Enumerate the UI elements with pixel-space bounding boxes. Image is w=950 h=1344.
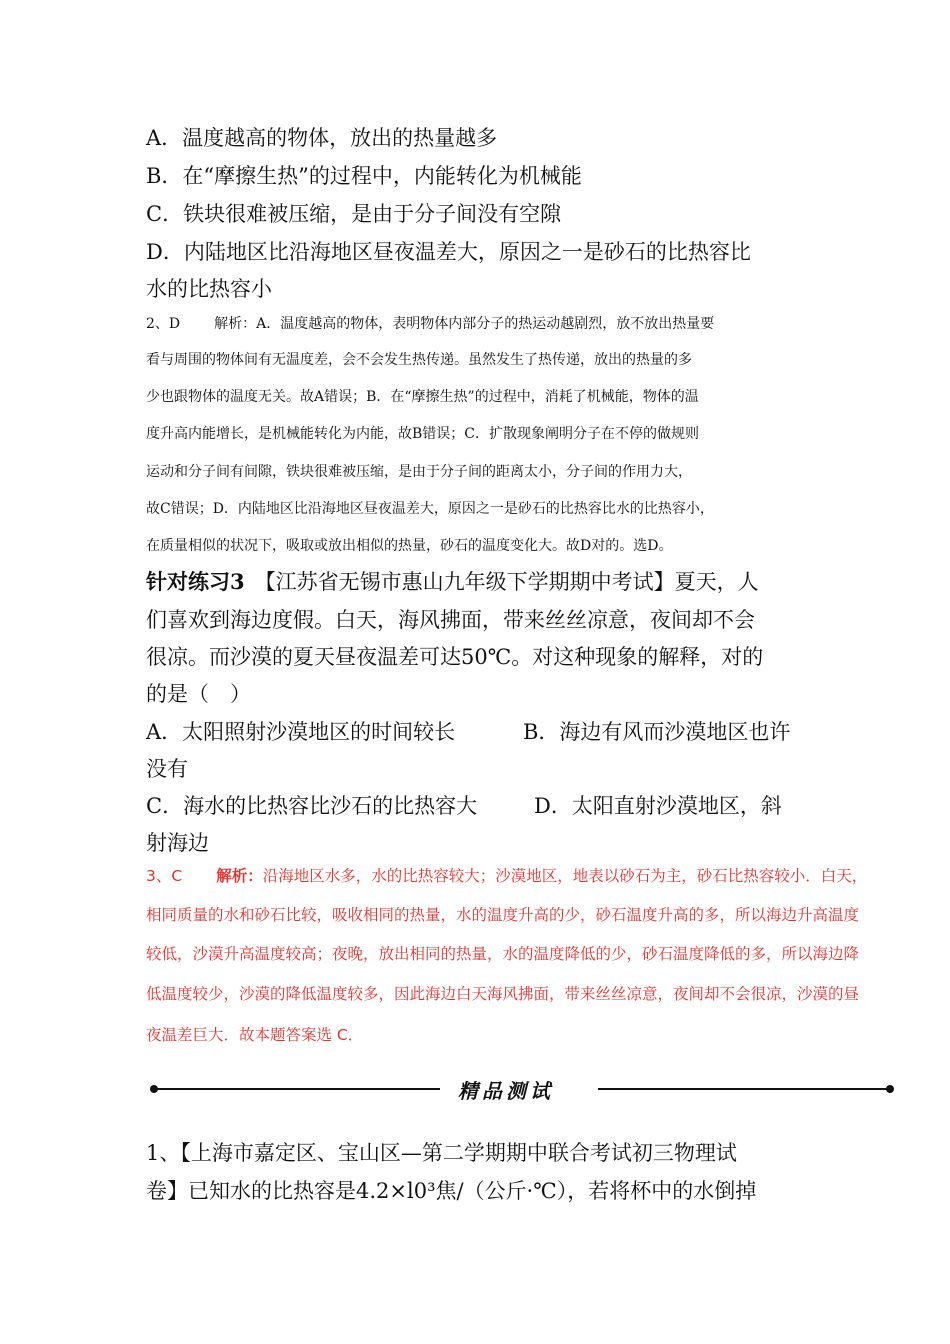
q2-explanation-line: 运动和分子间有间隙，铁块很难被压缩，是由于分子间的距离太小，分子间的作用力大， [146,464,692,480]
q2-option-a: A．温度越高的物体，放出的热量越多 [146,126,498,150]
q2-explanation-line: 少也跟物体的温度无关。故A错误；B．在“摩擦生热”的过程中，消耗了机械能，物体的温 [146,389,699,405]
q3-option-a: A．太阳照射沙漠地区的时间较长 [146,720,456,744]
q2-option-b: B．在“摩擦生热”的过程中，内能转化为机械能 [146,164,582,188]
q3-option-d-line2: 射海边 [146,831,209,855]
q3-stem-first: 【江苏省无锡市惠山九年级下学期期中考试】夏天，人 [254,570,759,594]
q3-stem-line2: 们喜欢到海边度假。白天，海风拂面，带来丝丝凉意，夜间却不会 [146,608,755,632]
separator-dot-right [886,1085,894,1093]
test1-line2: 卷】已知水的比热容是4.2×l0³焦/（公斤·℃），若将杯中的水倒掉 [146,1179,757,1203]
separator-line-left [156,1088,440,1090]
q3-answer-number: 3、C [146,867,183,885]
q3-option-b-line2: 没有 [146,757,188,781]
q2-option-c: C．铁块很难被压缩，是由于分子间没有空隙 [146,202,562,226]
q2-explanation-first: 解析：A．温度越高的物体，表明物体内部分子的热运动越剧烈，放不放出热量要 [214,316,715,332]
q2-answer-line [146,313,714,333]
q3-option-b-line1: B．海边有风而沙漠地区也许 [523,720,791,744]
q2-explanation-line: 度升高内能增长，是机械能转化为内能，故B错误；C．扩散现象阐明分子在不停的做规则 [146,426,699,442]
q3-explanation-line: 低温度较少，沙漠的降低温度较多，因此海边白天海风拂面，带来丝丝凉意，夜间却不会很凉，沙漠的昼 [146,985,860,1003]
q3-stem-line3: 很凉。而沙漠的夏天昼夜温差可达50℃。对这种现象的解释，对的 [146,645,764,669]
q2-answer-number: 2、D [146,316,181,332]
q3-stem-line1 [146,566,759,596]
test1-line1: 1、【上海市嘉定区、宝山区—第二学期期中联合考试初三物理试 [146,1141,737,1165]
q2-option-d-line1: D．内陆地区比沿海地区昼夜温差大，原因之一是砂石的比热容比 [146,240,751,264]
q3-explanation-line: 相同质量的水和砂石比较，吸收相同的热量，水的温度升高的少，砂石温度升高的多，所以海边升高温度 [146,906,860,924]
q2-explanation-line: 故C错误；D．内陆地区比沿海地区昼夜温差大，原因之一是砂石的比热容比水的比热容小， [146,501,714,517]
q3-explanation-line: 夜温差巨大．故本题答案选 C． [146,1026,364,1044]
q3-explanation-line: 较低，沙漠升高温度较高；夜晚，放出相同的热量，水的温度降低的少，砂石温度降低的多，所以海边降 [146,945,860,963]
q3-label: 针对练习3 [146,569,245,594]
q2-explanation-line: 在质量相似的状况下，吸取或放出相似的热量，砂石的温度变化大。故D对的。选D。 [146,538,673,554]
q3-option-d-line1: D．太阳直射沙漠地区，斜 [534,794,782,818]
separator-line-right [598,1088,888,1090]
q3-option-c: C．海水的比热容比沙石的比热容大 [146,794,478,818]
q3-answer-line [146,864,867,886]
q3-explanation-label: 解析： [216,867,263,885]
q2-explanation-line: 看与周围的物体间有无温度差，会不会发生热传递。虽然发生了热传递，放出的热量的多 [146,352,692,368]
q3-stem-line4: 的是（ ） [146,682,251,706]
section-title: 精品测试 [458,1079,554,1103]
q3-explanation-first: 沿海地区水多，水的比热容较大；沙漠地区，地表以砂石为主，砂石比热容较小．白天， [262,867,868,885]
q2-option-d-line2: 水的比热容小 [146,277,272,301]
